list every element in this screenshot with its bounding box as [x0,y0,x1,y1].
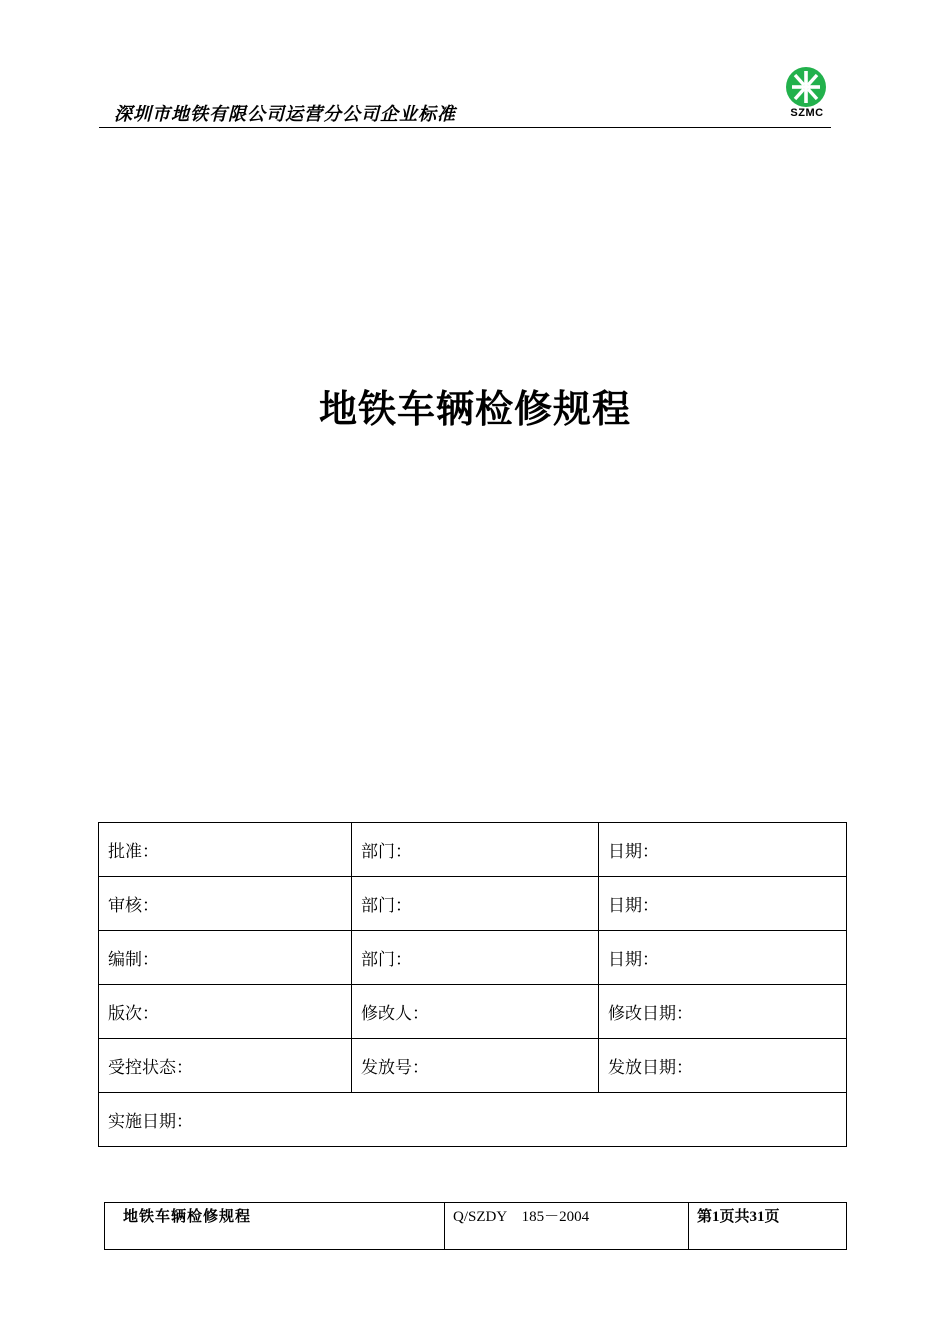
footer-table [104,1202,847,1250]
approval-cell: 审核： [99,877,352,931]
approval-cell: 日期： [599,823,847,877]
footer-page-info: 第1页共31页 [689,1203,847,1250]
footer-doc-name: 地铁车辆检修规程 [105,1203,445,1250]
metro-logo-icon [785,66,827,108]
approval-cell: 受控状态： [99,1039,352,1093]
approval-table [98,822,847,1147]
approval-row [99,985,847,1039]
szmc-logo [776,66,838,124]
header-divider [99,127,831,128]
approval-cell: 部门： [352,931,599,985]
approval-cell: 发放号： [352,1039,599,1093]
approval-row [99,1093,847,1147]
logo-text: SZMC [790,107,824,119]
implementation-date-cell: 实施日期： [99,1093,847,1147]
approval-table-body [99,823,847,1147]
approval-cell: 版次： [99,985,352,1039]
approval-row [99,1039,847,1093]
approval-row [99,931,847,985]
approval-cell: 日期： [599,931,847,985]
footer-doc-code: Q/SZDY 185－2004 [445,1203,689,1250]
approval-cell: 部门： [352,823,599,877]
approval-cell: 批准： [99,823,352,877]
approval-cell: 编制： [99,931,352,985]
approval-cell: 修改人： [352,985,599,1039]
approval-cell: 部门： [352,877,599,931]
approval-cell: 日期： [599,877,847,931]
company-standard-header: 深圳市地铁有限公司运营分公司企业标准 [114,104,456,125]
approval-cell: 修改日期： [599,985,847,1039]
document-title: 地铁车辆检修规程 [318,387,631,431]
approval-row [99,823,847,877]
approval-row [99,877,847,931]
footer-row [105,1203,847,1250]
approval-cell: 发放日期： [599,1039,847,1093]
